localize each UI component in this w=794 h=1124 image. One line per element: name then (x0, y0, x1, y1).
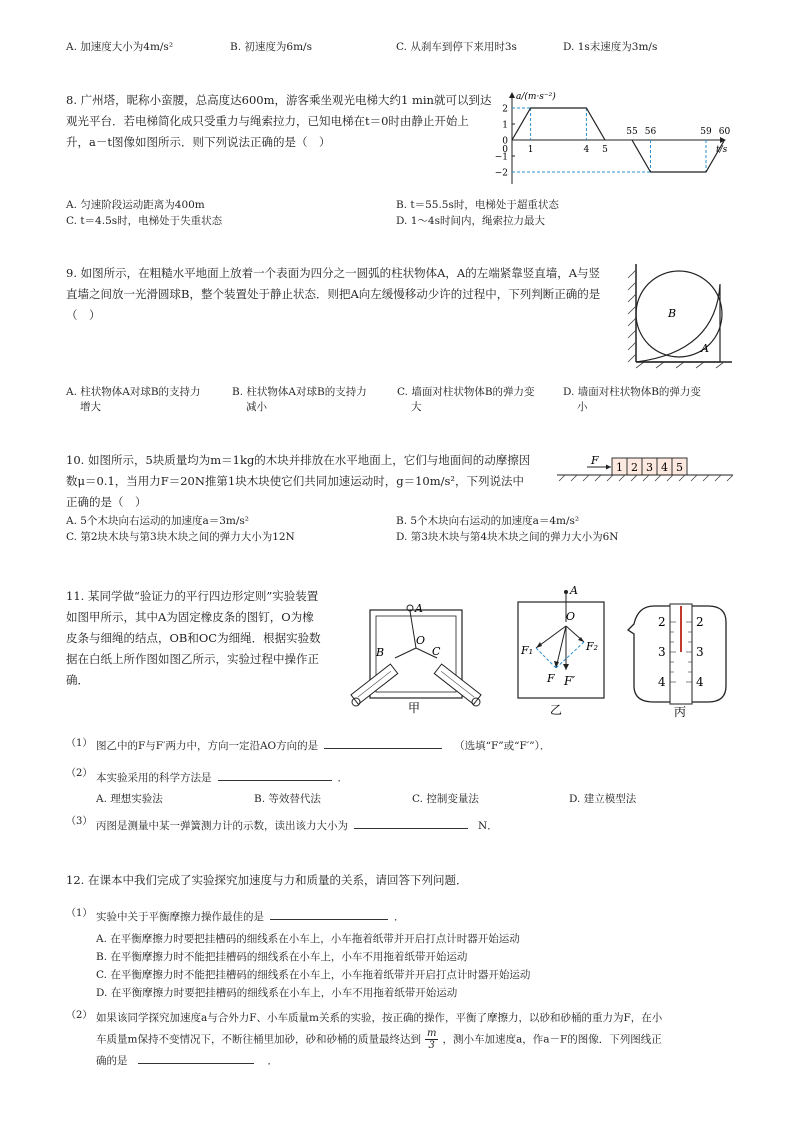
q10-stem (66, 450, 546, 513)
q12-sub1-blank[interactable] (270, 907, 388, 920)
q11-sub3-tail: N． (478, 820, 498, 832)
q12-sub2-line2 (96, 1028, 736, 1051)
q8-y-label: a/(m·s⁻²) (516, 92, 556, 102)
q8-option-c: C. t＝4.5s时，电梯处于失重状态 (66, 215, 223, 227)
q11-sub1-number: （1） (66, 738, 93, 749)
q12-sub1-option-b: B. 在平衡摩擦力时不能把挂槽码的细线系在小车上，小车不用拖着纸带开始运动 (96, 951, 468, 963)
q11-stem-line4: 据在白纸上所作图如图乙所示，实验过程中操作正 (66, 652, 319, 666)
q11-sub3-number: （3） (66, 816, 93, 827)
q11-yi-f2: F₂ (586, 640, 599, 653)
q8-y-tick-label: 1 (502, 120, 508, 131)
q10-option-c: C. 第2块木块与第3块木块之间的弹力大小为12N (66, 531, 295, 543)
q11-stem-line2: 如图甲所示，其中A为固定橡皮条的图钉，O为橡 (66, 610, 314, 624)
q9-option-b (232, 385, 367, 415)
q8-chart-plot (495, 91, 731, 184)
q9-option-a-line1: A. 柱状物体A对球B的支持力 (66, 386, 201, 398)
q10-block-number: 2 (631, 461, 638, 474)
q9-option-c (397, 385, 535, 415)
q12-sub2-line2-part2: ，测小车加速度a，作a－F的图像．下列图线正 (442, 1033, 662, 1046)
q10-block-number: 5 (676, 461, 683, 474)
q12-sub1-option-a: A. 在平衡摩擦力时要把挂槽码的细线系在小车上，小车拖着纸带并开启打点计时器开始运动 (96, 933, 520, 945)
q9-ball-b (636, 271, 722, 357)
q12-sub2-tail: ． (267, 1055, 278, 1067)
q11-bing-tick-l4: 4 (658, 675, 666, 689)
q12-stem: 12. 在课本中我们完成了实验探究加速度与力和质量的关系，请回答下列问题． (66, 873, 468, 887)
q10-block-number: 1 (616, 461, 623, 474)
q12-sub2-line1: 如果该同学探究加速度a与合外力F、小车质量m关系的实验，按正确的操作，平衡了摩擦力，以砂和砂桶的重力为F，在小 (96, 1012, 663, 1024)
q11-yi-fprime: F′ (564, 674, 576, 688)
q10-block-number: 4 (661, 461, 668, 474)
q12-sub2-frac-den: 3 (428, 1040, 435, 1051)
q8-option-a: A. 匀速阶段运动距离为400m (66, 199, 205, 211)
q11-sub1-tail: （选填“F”或“F′”）． (454, 740, 551, 752)
q11-figure-yi (514, 582, 610, 718)
q11-sub2 (96, 768, 348, 785)
q11-bing-tick-r3: 3 (696, 645, 704, 659)
q12-sub1-option-c: C. 在平衡摩擦力时不能把挂槽码的细线系在小车上，小车拖着纸带并开启打点计时器开始运动 (96, 969, 531, 981)
q7-option-b: B. 初速度为6m/s (230, 41, 312, 53)
q11-sub2-option-c: C. 控制变量法 (412, 793, 479, 805)
q8-x-tick-label: 56 (644, 127, 657, 137)
q11-sub1 (96, 736, 550, 753)
q11-stem-line5: 确． (66, 673, 89, 687)
q11-sub2-blank[interactable] (218, 768, 332, 781)
q10-stem-line2: 数μ＝0.1，当用力F＝20N推第1块木块使它们共同加速运动时，g＝10m/s²，下列说法中 (66, 474, 525, 488)
q9-label-a: A (701, 342, 709, 355)
q8-stem-line2: 观光平台．若电梯简化成只受重力与绳索拉力，已知电梯在t＝0时由静止开始上 (66, 114, 469, 128)
q9-option-b-line2: 减小 (246, 401, 267, 413)
q12-sub1-option-d: D. 在平衡摩擦力时要把挂槽码的细线系在小车上，小车不用拖着纸带开始运动 (96, 987, 458, 999)
q8-y-axis-arrow (509, 92, 515, 98)
q11-sub2-tail: ． (337, 772, 348, 784)
q8-stem-line3: 升，a－t图像如图所示．则下列说法正确的是（ ） (66, 135, 331, 149)
q11-stem (66, 586, 356, 691)
q11-jia-o: O (416, 634, 426, 647)
q12-sub2-blank[interactable] (138, 1051, 254, 1064)
q11-yi-a: A (570, 584, 578, 597)
q11-jia-b: B (376, 646, 385, 659)
q9-option-c-line2: 大 (411, 401, 422, 413)
q11-sub2-option-b: B. 等效替代法 (254, 793, 321, 805)
q12-sub2-line3-text: 确的是 (96, 1055, 128, 1067)
q8-origin-label: 0 (502, 145, 508, 155)
q12-sub1-number: （1） (66, 908, 93, 919)
q11-sub2-option-a: A. 理想实验法 (96, 793, 163, 805)
q11-sub3-text: 丙图是测量中某一弹簧测力计的示数，读出该力大小为 (96, 820, 348, 832)
q9-option-c-line1: C. 墙面对柱状物体B的弹力变 (397, 386, 535, 398)
q8-x-tick-label: 4 (583, 145, 590, 155)
q12-sub2 (96, 1008, 736, 1071)
q8-x-tick-label: 55 (626, 127, 638, 137)
q10-option-b: B. 5个木块向右运动的加速度a＝4m/s² (396, 515, 580, 527)
q10-option-a: A. 5个木块向右运动的加速度a＝3m/s² (66, 515, 249, 527)
q8-y-tick-label: 0 (502, 136, 508, 147)
q11-yi-f: F (547, 672, 555, 685)
q8-option-b: B. t＝55.5s时，电梯处于超重状态 (396, 199, 559, 211)
q8-y-tick-label: 2 (502, 104, 508, 115)
q11-sub3 (96, 816, 498, 833)
q12-sub1-tail: ． (394, 911, 405, 923)
q11-bing-caption: 丙 (674, 705, 687, 719)
q10-stem-line3: 正确的是（ ） (66, 495, 147, 509)
q10-block-number: 3 (646, 461, 653, 474)
q8-x-tick-label: 5 (602, 145, 608, 155)
q7-option-a: A. 加速度大小为4m/s² (66, 41, 174, 53)
q11-yi-f1: F₁ (521, 644, 534, 657)
q12-sub2-number: （2） (66, 1010, 93, 1021)
q8-y-tick-label: −1 (494, 152, 508, 163)
q9-label-b: B (668, 307, 677, 320)
q9-option-b-line1: B. 柱状物体A对球B的支持力 (232, 386, 367, 398)
q10-figure (555, 450, 735, 486)
q8-stem-line1: 8. 广州塔，昵称小蛮腰，总高度达600m，游客乘坐观光电梯大约1 min就可以到达 (66, 93, 492, 107)
q11-bing-tick-l3: 3 (658, 645, 666, 659)
q11-sub1-text: 图乙中的F与F′两力中，方向一定沿AO方向的是 (96, 740, 319, 752)
q11-sub3-blank[interactable] (354, 816, 468, 829)
q11-sub2-option-d: D. 建立模型法 (569, 793, 637, 805)
q11-yi-caption: 乙 (550, 703, 563, 717)
q12-sub2-fraction (425, 1028, 438, 1051)
q10-force-label: F (591, 454, 599, 467)
q8-x-tick-label: 59 (700, 127, 712, 137)
q8-x-tick-label: 60 (718, 127, 731, 137)
q8-series-accel (512, 108, 605, 140)
q11-bing-tick-l2: 2 (658, 615, 666, 629)
q10-option-d: D. 第3块木块与第4块木块之间的弹力大小为6N (396, 531, 619, 543)
q9-option-d (563, 385, 701, 415)
q12-sub2-line2-part1: 车质量m保持不变情况下，不断往桶里加砂，砂和砂桶的质量最终达到 (96, 1033, 421, 1046)
q12-sub2-line3 (96, 1051, 736, 1071)
q11-stem-line3: 皮条与细绳的结点，OB和OC为细绳．根据实验数 (66, 631, 321, 645)
q8-x-label: t/s (716, 145, 728, 155)
q9-stem (66, 263, 626, 326)
q9-stem-line2: 直墙之间放一光滑圆球B，整个装置处于静止状态．则把A向左缓慢移动少许的过程中，下列判断正确的是 (66, 287, 601, 301)
q9-figure (624, 262, 734, 368)
q9-option-d-line1: D. 墙面对柱状物体B的弹力变 (563, 386, 701, 398)
q9-option-d-line2: 小 (577, 401, 588, 413)
q11-jia-a: A (415, 602, 423, 615)
q11-figure-jia (340, 596, 490, 716)
q7-option-d: D. 1s末速度为3m/s (563, 41, 658, 53)
q11-bing-tick-r2: 2 (696, 615, 704, 629)
q10-stem-line1: 10. 如图所示，5块质量均为m＝1kg的木块并排放在水平地面上，它们与地面间的动摩擦因 (66, 453, 531, 467)
q11-sub1-blank[interactable] (324, 736, 442, 749)
q12-sub1 (96, 907, 405, 924)
q11-jia-c: C (432, 645, 441, 658)
q7-option-c: C. 从刹车到停下来用时3s (396, 41, 517, 53)
q11-bing-tick-r4: 4 (696, 675, 704, 689)
q8-series-decel (632, 140, 725, 172)
q11-stem-line1: 11. 某同学做“验证力的平行四边形定则”实验装置 (66, 589, 319, 603)
q11-sub2-number: （2） (66, 768, 93, 779)
q8-y-tick-label: −2 (494, 168, 508, 179)
q9-option-a-line2: 增大 (80, 401, 101, 413)
q11-sub2-text: 本实验采用的科学方法是 (96, 772, 212, 784)
q11-yi-o: O (566, 610, 576, 623)
q8-stem (66, 90, 496, 153)
q11-jia-caption: 甲 (408, 701, 421, 715)
q12-sub2-frac-num: m (426, 1028, 437, 1039)
q8-option-d: D. 1～4s时间内，绳索拉力最大 (396, 215, 545, 227)
q8-x-tick-label: 1 (527, 145, 534, 155)
q9-stem-line3: （ ） (66, 308, 101, 322)
q8-at-chart (494, 88, 736, 188)
q9-option-a (66, 385, 201, 415)
q11-figure-bing (624, 596, 736, 718)
q9-stem-line1: 9. 如图所示，在粗糙水平地面上放着一个表面为四分之一圆弧的柱状物体A，A的左端紧靠竖直墙，A与竖 (66, 266, 601, 280)
q12-sub1-text: 实验中关于平衡摩擦力操作最佳的是 (96, 911, 264, 923)
